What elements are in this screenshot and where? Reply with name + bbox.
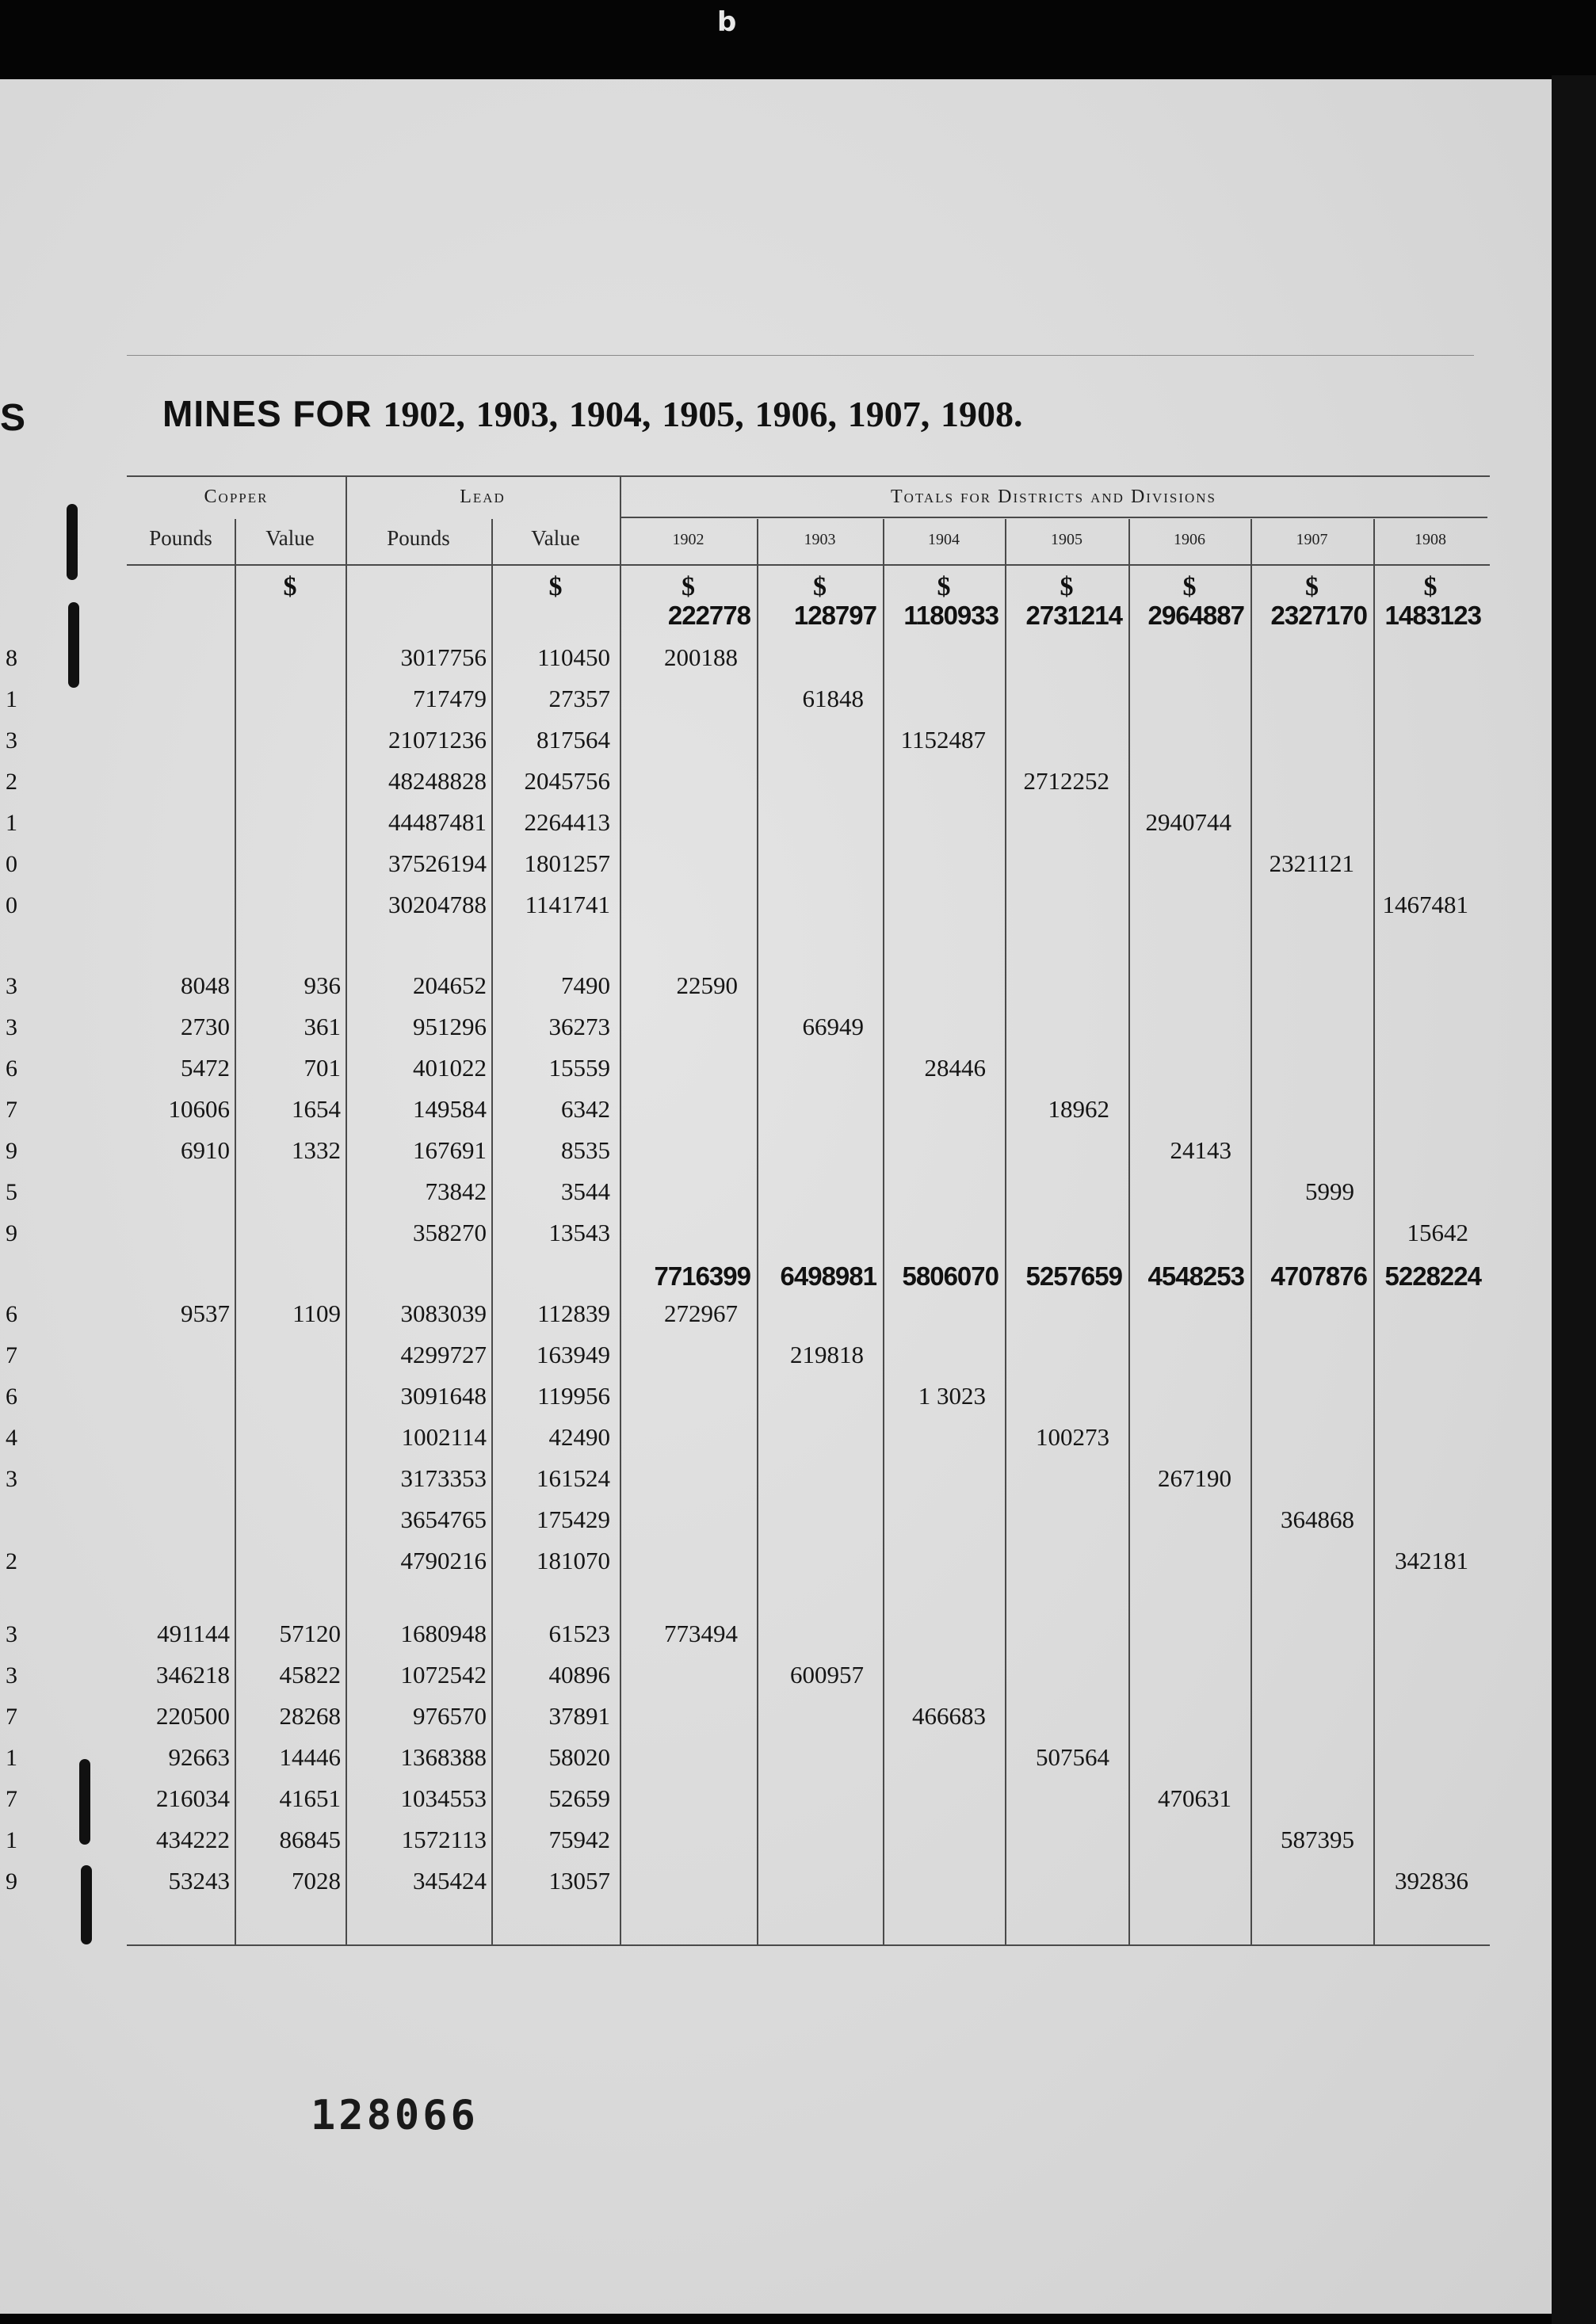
left-margin-digit: 9 [6,1868,17,1895]
left-margin-digit: 7 [6,1786,17,1812]
lead-pounds-cell: 204652 [413,971,487,999]
totals-group-rule [620,517,1487,518]
lead-value-cell: 163949 [536,1341,610,1368]
year-total-cell: 66949 [802,1013,864,1040]
lead-value-cell: 27357 [548,685,610,712]
group-header-totals: Totals for Districts and Divisions [890,487,1217,507]
lead-value-cell: 161524 [536,1464,610,1492]
total-dollar-1907: $ [1305,572,1319,601]
col-rule-8 [1128,519,1130,1945]
left-margin-digit: 9 [6,1220,17,1246]
year-total-cell: 267190 [1158,1464,1231,1492]
subheader-year-1903: 1903 [804,531,836,548]
lead-pounds-cell: 3017756 [400,643,487,671]
lead-pounds-cell: 1680948 [400,1620,487,1647]
copper-pounds-cell: 491144 [157,1620,230,1647]
lead-value-cell: 42490 [548,1423,610,1451]
lead-value-cell: 58020 [548,1743,610,1771]
page-stamp-number: 128066 [311,2092,479,2139]
copper-pounds-cell: 216034 [156,1784,230,1812]
lead-pounds-cell: 1368388 [400,1743,487,1771]
title-year: 1905, [662,394,744,434]
division-total-1907: 4707876 [1270,1261,1367,1291]
division-total-1903: 6498981 [780,1261,876,1291]
year-total-cell: 61848 [802,685,864,712]
lead-pounds-cell: 401022 [413,1054,487,1082]
title-year: 1902, [383,394,465,434]
year-total-cell: 587395 [1281,1826,1354,1853]
division-total-1906: 4548253 [1147,1261,1244,1291]
year-total-cell: 200188 [664,643,738,671]
copper-value-dollar: $ [283,572,297,601]
lead-pounds-cell: 30204788 [388,891,487,918]
subheader-year-1906: 1906 [1174,531,1205,548]
lead-pounds-cell: 4790216 [400,1547,487,1574]
year-total-cell: 507564 [1036,1743,1109,1771]
lead-value-cell: 40896 [548,1661,610,1689]
left-margin-digit: 6 [6,1055,17,1082]
left-margin-digit: 6 [6,1301,17,1327]
total-dollar-1906: $ [1182,572,1197,601]
year-total-cell: 2940744 [1145,808,1231,836]
year-total-cell: 15642 [1407,1219,1468,1246]
left-margin-digit: 6 [6,1383,17,1410]
lead-pounds-cell: 1034553 [400,1784,487,1812]
left-margin-digit: 3 [6,1662,17,1689]
lead-pounds-cell: 717479 [413,685,487,712]
year-total-cell: 22590 [676,971,738,999]
copper-pounds-cell: 2730 [181,1013,230,1040]
lead-value-cell: 119956 [537,1382,610,1410]
left-margin-digit: 1 [6,686,17,712]
subheader-copper-value: Value [265,526,315,550]
lead-value-cell: 1801257 [524,849,610,877]
year-total-cell: 470631 [1158,1784,1231,1812]
lead-value-cell: 36273 [548,1013,610,1040]
left-margin-digit: 0 [6,892,17,918]
copper-pounds-cell: 6910 [181,1136,230,1164]
col-rule-3 [491,519,493,1945]
copper-value-cell: 1332 [292,1136,341,1164]
group-header-lead: Lead [460,487,506,507]
col-rule-5 [757,519,758,1945]
left-margin-digit: 4 [6,1425,17,1451]
lead-pounds-cell: 44487481 [388,808,487,836]
col-rule-10 [1373,519,1375,1945]
lead-pounds-cell: 3091648 [400,1382,487,1410]
top-rule [127,355,1474,356]
col-rule-4 [620,475,621,1945]
total-dollar-1904: $ [937,572,951,601]
table-bottom-rule [127,1944,1490,1946]
lead-pounds-cell: 73842 [425,1177,487,1205]
total-dollar-1905: $ [1060,572,1074,601]
left-margin-digit: 0 [6,851,17,877]
year-total-cell: 364868 [1281,1505,1354,1533]
division-total-1905: 2731214 [1025,601,1122,630]
lead-value-cell: 13543 [548,1219,610,1246]
year-total-cell: 2321121 [1269,849,1354,877]
lead-pounds-cell: 149584 [413,1095,487,1123]
year-total-cell: 2712252 [1023,767,1109,795]
division-total-1902: 222778 [667,601,750,630]
lead-value-cell: 175429 [536,1505,610,1533]
year-total-cell: 342181 [1395,1547,1468,1574]
lead-value-cell: 52659 [548,1784,610,1812]
lead-value-cell: 2264413 [524,808,610,836]
subheader-year-1905: 1905 [1051,531,1082,548]
subheader-year-1904: 1904 [928,531,960,548]
year-total-cell: 219818 [790,1341,864,1368]
lead-value-cell: 3544 [561,1177,610,1205]
col-rule-1 [235,519,236,1945]
lead-value-cell: 6342 [561,1095,610,1123]
left-margin-digit: 2 [6,769,17,795]
copper-value-cell: 28268 [279,1702,341,1730]
division-total-1904: 1180933 [903,601,998,630]
left-margin-digit: 3 [6,973,17,999]
col-rule-6 [883,519,884,1945]
subheader-year-1907: 1907 [1296,531,1328,548]
copper-value-cell: 1109 [292,1299,341,1327]
division-total-1905: 5257659 [1025,1261,1122,1291]
year-total-cell: 466683 [912,1702,986,1730]
left-margin-digit: 3 [6,1014,17,1040]
year-total-cell: 18962 [1048,1095,1109,1123]
copper-value-cell: 41651 [279,1784,341,1812]
lead-value-cell: 13057 [548,1867,610,1895]
col-rule-7 [1005,519,1006,1945]
copper-value-cell: 14446 [279,1743,341,1771]
lead-value-cell: 817564 [536,726,610,754]
lead-value-cell: 8535 [561,1136,610,1164]
year-total-cell: 600957 [790,1661,864,1689]
division-total-1907: 2327170 [1270,601,1367,630]
year-total-cell: 1467481 [1382,891,1468,918]
title-year: 1906, [754,394,837,434]
left-margin-digit: 3 [6,1466,17,1492]
title-year: 1904, [568,394,651,434]
subheader-bottom-rule [127,564,1490,566]
copper-pounds-cell: 92663 [168,1743,230,1771]
lead-pounds-cell: 1002114 [401,1423,487,1451]
copper-value-cell: 86845 [279,1826,341,1853]
subheader-lead-value: Value [531,526,580,550]
header-top-rule [127,475,1490,477]
left-margin-digit: 1 [6,1745,17,1771]
copper-value-cell: 7028 [292,1867,341,1895]
col-rule-2 [346,475,347,1945]
copper-pounds-cell: 53243 [168,1867,230,1895]
title-year: 1908. [941,394,1023,434]
year-total-cell: 272967 [664,1299,738,1327]
col-rule-9 [1250,519,1252,1945]
copper-value-cell: 1654 [292,1095,341,1123]
lead-pounds-cell: 48248828 [388,767,487,795]
left-margin-digit: 9 [6,1138,17,1164]
copper-pounds-cell: 220500 [156,1702,230,1730]
year-total-cell: 773494 [664,1620,738,1647]
lead-pounds-cell: 3083039 [400,1299,487,1327]
lead-pounds-cell: 3654765 [400,1505,487,1533]
division-total-1902: 7716399 [654,1261,750,1291]
total-dollar-1908: $ [1423,572,1438,601]
film-scratch-mark [67,504,78,580]
copper-value-cell: 701 [304,1054,341,1082]
lead-value-cell: 75942 [548,1826,610,1853]
lead-value-cell: 110450 [537,643,610,671]
lead-pounds-cell: 167691 [413,1136,487,1164]
subheader-lead-pounds: Pounds [387,526,450,550]
year-total-cell: 392836 [1395,1867,1468,1895]
division-total-1903: 128797 [793,601,876,630]
subheader-year-1902: 1902 [672,531,704,548]
year-total-cell: 5999 [1305,1177,1354,1205]
copper-value-cell: 45822 [279,1661,341,1689]
copper-value-cell: 361 [304,1013,341,1040]
lead-value-cell: 2045756 [524,767,610,795]
left-margin-digit: 1 [6,1827,17,1853]
division-total-1908: 5228224 [1384,1261,1481,1291]
subheader-copper-pounds: Pounds [149,526,212,550]
year-total-cell: 1 3023 [918,1382,986,1410]
lead-value-cell: 7490 [561,971,610,999]
division-total-1904: 5806070 [902,1261,998,1291]
lead-pounds-cell: 3173353 [400,1464,487,1492]
left-margin-digit: 8 [6,645,17,671]
copper-value-cell: 57120 [279,1620,341,1647]
title-lead: MINES FOR [162,393,372,434]
total-dollar-1903: $ [813,572,827,601]
lead-pounds-cell: 37526194 [388,849,487,877]
lead-value-cell: 61523 [548,1620,610,1647]
prev-page-title-fragment: S [0,397,26,439]
copper-pounds-cell: 9537 [181,1299,230,1327]
lead-value-cell: 1141741 [525,891,610,918]
lead-pounds-cell: 358270 [413,1219,487,1246]
copper-pounds-cell: 5472 [181,1054,230,1082]
copper-pounds-cell: 346218 [156,1661,230,1689]
year-total-cell: 24143 [1170,1136,1231,1164]
left-margin-digit: 3 [6,727,17,754]
page-edge-shadow [1552,75,1596,2324]
lead-value-cell: 112839 [537,1299,610,1327]
lead-pounds-cell: 4299727 [400,1341,487,1368]
left-margin-digit: 7 [6,1342,17,1368]
lead-pounds-cell: 21071236 [388,726,487,754]
page-title [162,392,1023,435]
film-scratch-mark [68,602,79,688]
left-margin-digit: 7 [6,1097,17,1123]
left-margin-digit: 3 [6,1621,17,1647]
copper-pounds-cell: 434222 [156,1826,230,1853]
title-year: 1903, [475,394,559,434]
left-margin-digit: 2 [6,1548,17,1574]
lead-value-cell: 37891 [548,1702,610,1730]
year-total-cell: 28446 [924,1054,986,1082]
lead-pounds-cell: 1572113 [401,1826,487,1853]
lead-value-dollar: $ [548,572,563,601]
film-scratch-mark [81,1865,92,1944]
division-total-1906: 2964887 [1147,601,1244,630]
copper-value-cell: 936 [304,971,341,999]
group-header-copper: Copper [204,487,269,507]
film-top-mark: b [717,6,737,38]
copper-pounds-cell: 10606 [168,1095,230,1123]
film-scratch-mark [79,1759,90,1845]
lead-pounds-cell: 1072542 [400,1661,487,1689]
division-total-1908: 1483123 [1384,601,1481,630]
year-total-cell: 1152487 [900,726,986,754]
total-dollar-1902: $ [682,572,695,601]
lead-pounds-cell: 951296 [413,1013,487,1040]
left-margin-digit: 5 [6,1179,17,1205]
lead-pounds-cell: 976570 [413,1702,487,1730]
copper-pounds-cell: 8048 [181,971,230,999]
lead-value-cell: 15559 [548,1054,610,1082]
year-total-cell: 100273 [1036,1423,1109,1451]
left-margin-digit: 1 [6,810,17,836]
lead-pounds-cell: 345424 [413,1867,487,1895]
subheader-year-1908: 1908 [1415,531,1446,548]
title-year: 1907, [847,394,930,434]
lead-value-cell: 181070 [536,1547,610,1574]
left-margin-digit: 7 [6,1704,17,1730]
